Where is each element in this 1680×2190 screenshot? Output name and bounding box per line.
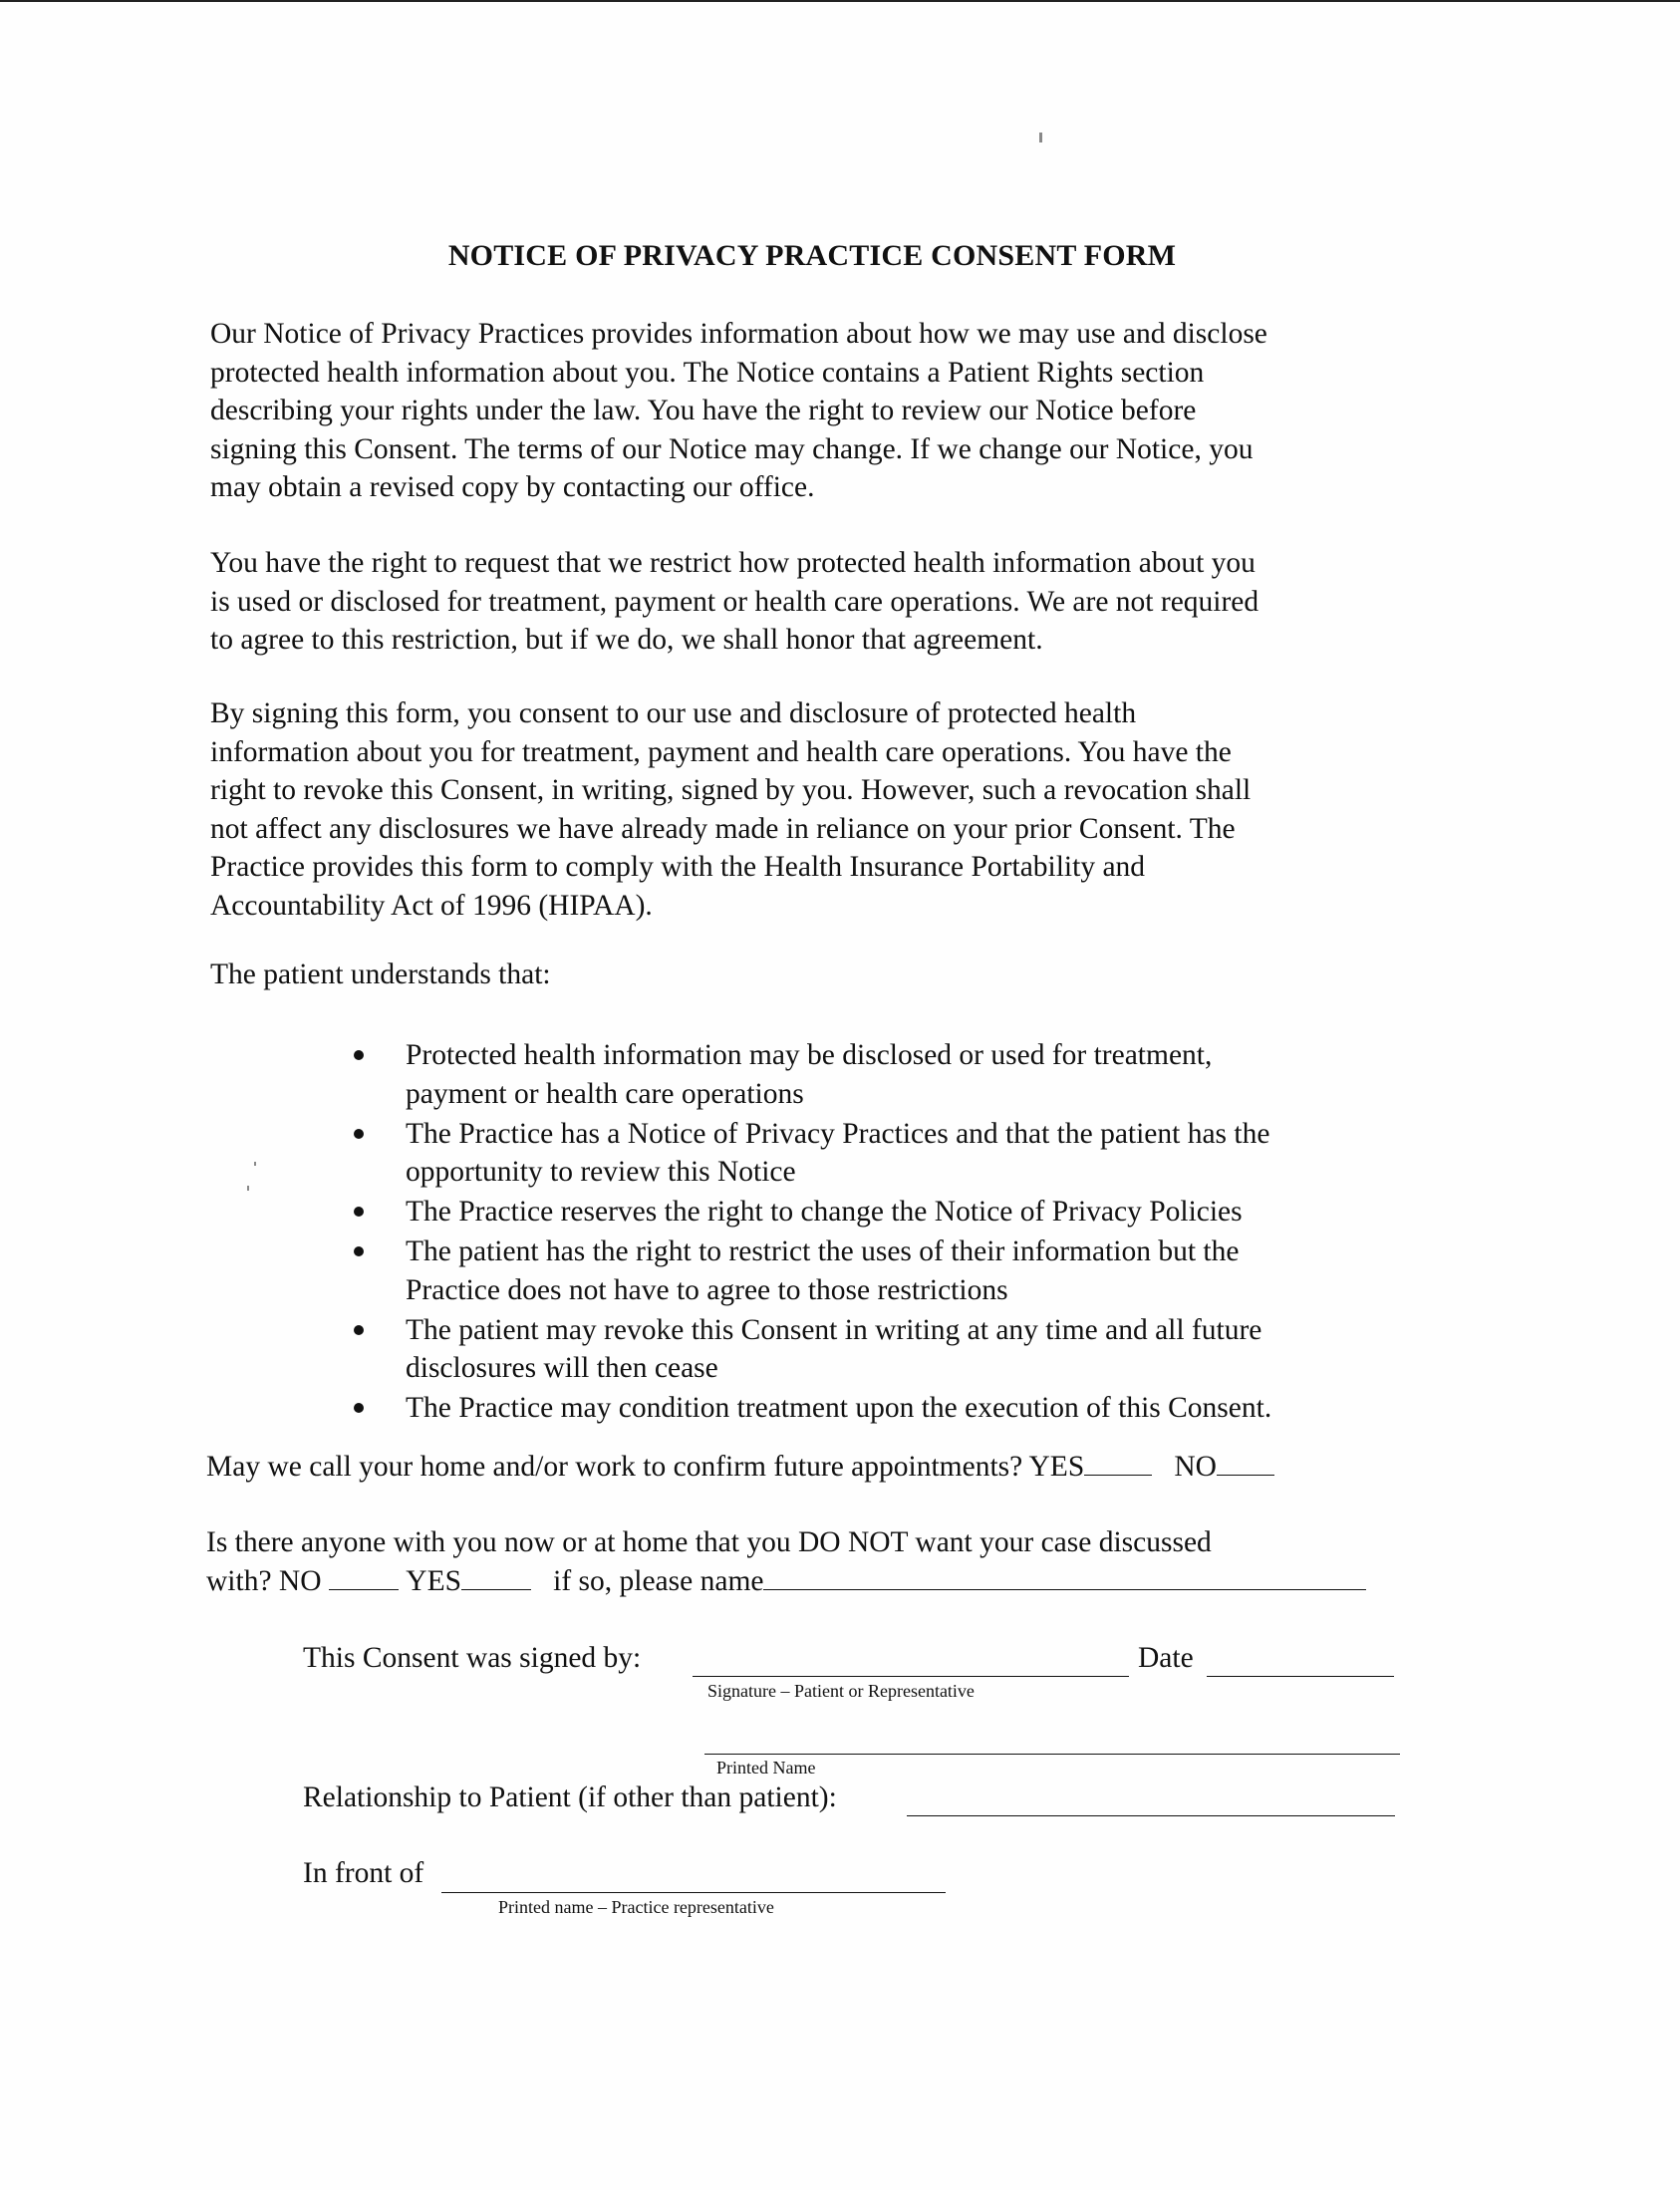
relationship-label: Relationship to Patient (if other than patient): — [303, 1781, 837, 1813]
printed-name-field[interactable] — [704, 1754, 1400, 1755]
list-item — [354, 1193, 1430, 1232]
call-question — [206, 1451, 1274, 1484]
date-field[interactable] — [1207, 1676, 1394, 1677]
list-item-text: The Practice may condition treatment upon the execution of this Consent. — [406, 1392, 1272, 1424]
list-item-text: Protected health information may be disclosed or used for treatment, payment or health care operations — [406, 1039, 1213, 1110]
signature-field[interactable] — [693, 1676, 1129, 1677]
scan-speck — [1039, 133, 1042, 142]
discuss-name-blank[interactable] — [763, 1588, 1366, 1590]
list-item-text: The Practice reserves the right to change the Notice of Privacy Policies — [406, 1196, 1243, 1228]
discuss-question-line1: Is there anyone with you now or at home that you DO NOT want your case discussed — [206, 1526, 1212, 1558]
signature-caption: Signature – Patient or Representative — [707, 1681, 975, 1701]
understands-intro: The patient understands that: — [210, 958, 551, 990]
paragraph-consent: By signing this form, you consent to our use and disclosure of protected health information about you for treatment, payment and health care operations. You have the right to revoke this Consent, in writing, signed by you. However, such a revocation shall not affect any disclosures we have already made in reliance on your prior Consent. The Practice provides this form to comply with the Health Insurance Portability and Accountability Act of 1996 (HIPAA). — [210, 697, 1252, 922]
form-title: NOTICE OF PRIVACY PRACTICE CONSENT FORM — [447, 239, 1177, 272]
paragraph-restriction: You have the right to request that we restrict how protected health information about you is used or disclosed for treatment, payment or health care operations. We are not required to agree to this restriction, but if we do, we shall honor that agreement. — [210, 547, 1260, 656]
list-item-text: The Practice has a Notice of Privacy Practices and that the patient has the opportunity to review this Notice — [406, 1117, 1270, 1188]
call-no-label: NO — [1174, 1451, 1217, 1483]
list-item — [354, 1311, 1430, 1388]
bullet-icon — [354, 1050, 364, 1060]
bullet-icon — [354, 1129, 364, 1139]
call-yes-blank[interactable] — [1084, 1474, 1152, 1476]
scan-top-edge — [0, 0, 1680, 2]
discuss-yes-blank[interactable] — [461, 1588, 531, 1590]
list-item — [354, 1232, 1430, 1309]
bullet-icon — [354, 1207, 364, 1217]
paragraph-notice: Our Notice of Privacy Practices provides information about how we may use and disclose protected health information about you. The Notice contains a Patient Rights section describing your rights under the law. You have the right to review our Notice before signing this Consent. The terms of our Notice may change. If we change our Notice, you may obtain a revised copy by contacting our office. — [210, 318, 1267, 503]
call-question-text: May we call your home and/or work to confirm future appointments? YES — [206, 1451, 1085, 1483]
witness-label: In front of — [303, 1857, 424, 1889]
discuss-name-label: if so, please name — [553, 1565, 764, 1597]
bullet-icon — [354, 1246, 364, 1256]
witness-caption: Printed name – Practice representative — [498, 1897, 774, 1917]
relationship-field[interactable] — [907, 1815, 1395, 1816]
list-item-text: The patient has the right to restrict the uses of their information but the Practice does not have to agree to those restrictions — [406, 1235, 1240, 1306]
scan-speck — [247, 1186, 249, 1191]
bullet-icon — [354, 1403, 364, 1413]
understanding-list — [354, 1036, 1430, 1429]
call-no-blank[interactable] — [1217, 1474, 1274, 1476]
list-item — [354, 1115, 1430, 1192]
bullet-icon — [354, 1325, 364, 1335]
list-item-text: The patient may revoke this Consent in writing at any time and all future disclosures will then cease — [406, 1313, 1262, 1384]
scan-speck — [254, 1162, 256, 1166]
witness-name-field[interactable] — [441, 1892, 946, 1893]
discuss-question-line2 — [206, 1565, 1366, 1598]
signed-by-label: This Consent was signed by: — [303, 1642, 642, 1674]
printed-name-caption: Printed Name — [716, 1758, 816, 1778]
list-item — [354, 1389, 1430, 1428]
date-label: Date — [1138, 1642, 1194, 1674]
discuss-no-label: with? NO — [206, 1565, 322, 1597]
discuss-yes-label: YES — [406, 1565, 462, 1597]
list-item — [354, 1036, 1430, 1113]
discuss-no-blank[interactable] — [329, 1588, 399, 1590]
